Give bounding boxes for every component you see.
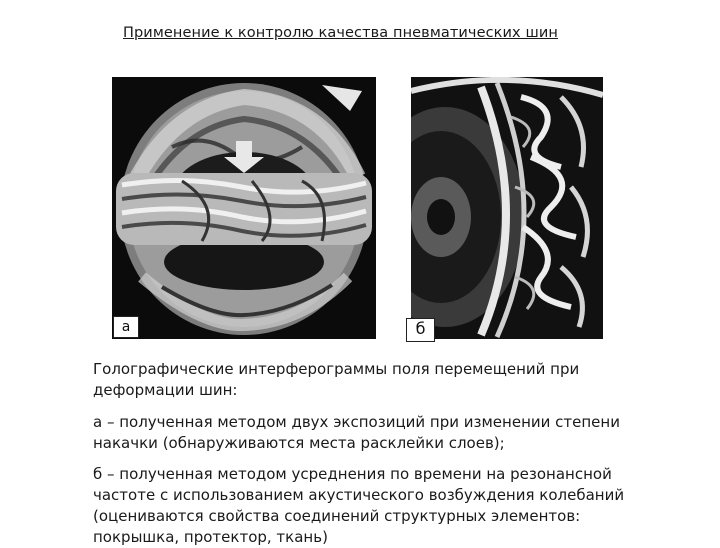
tire-a-drawing <box>112 77 376 339</box>
caption-line: Голографические интерферограммы поля перемещений при <box>93 360 580 378</box>
page-title: Применение к контролю качества пневматических шин <box>123 25 558 41</box>
description-line: (оцениваются свойства соединений структурных элементов: <box>93 507 581 525</box>
tire-interferogram-b <box>411 77 603 339</box>
description-line: покрышка, протектор, ткань) <box>93 528 328 546</box>
description-a <box>93 412 673 454</box>
tire-b-drawing <box>411 77 603 339</box>
description-line: б – полученная методом усреднения по времени на резонансной <box>93 465 612 483</box>
figure-caption <box>93 359 673 401</box>
figure-b-label: б <box>406 318 435 342</box>
figure-a-label: а <box>113 316 139 338</box>
tire-interferogram-a <box>112 77 376 339</box>
description-b <box>93 464 673 548</box>
caption-line: деформации шин: <box>93 381 238 399</box>
description-line: частоте с использованием акустического возбуждения колебаний <box>93 486 625 504</box>
description-line: накачки (обнаруживаются места расклейки слоев); <box>93 434 505 452</box>
description-line: а – полученная методом двух экспозиций при изменении степени <box>93 413 620 431</box>
